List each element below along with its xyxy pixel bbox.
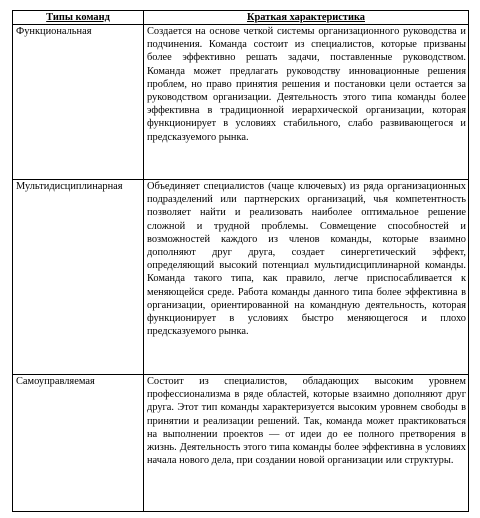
header-team-types: Типы команд (13, 11, 144, 25)
team-description-cell: Создается на основе четкой системы организационного руководства и подчинения. Команда состоит из специалистов, которые призваны более эффективно решать задачи, поставленные руководством. Команда может предлагать руководству инновационные решения проблем, но право принятия решения и постановки цели остается за руководством организации. Деятельность этого типа команды более эффективна в традиционной иерархической организации, которая функционирует в условиях стабильного, слабо развивающегося и предсказуемого рынка. (144, 25, 469, 180)
team-type-cell: Функциональная (13, 25, 144, 180)
team-type-cell: Мультидисциплинарная (13, 180, 144, 375)
team-types-table (12, 10, 469, 512)
team-type-cell: Самоуправляемая (13, 375, 144, 512)
header-brief-description: Краткая характеристика (144, 11, 469, 25)
table-row (13, 180, 469, 375)
team-description-cell: Объединяет специалистов (чаще ключевых) из ряда организационных подразделений или партнерских организаций, чья компетентность позволяет найти и реализовать наиболее оптимальное решение сложной и трудной проблемы. Совмещение способностей и возможностей каждого из членов команды, которые взаимно дополняют друг друга, создает синергетический эффект, определяющий высокий потенциал мультидисциплинарной команды. Команда такого типа, как правило, легче приспосабливается к меняющейся среде. Работа команды данного типа более эффективна в организации, ориентированной на командную деятельность, которая функционирует в условиях быстро меняющегося и плохо предсказуемого рынка. (144, 180, 469, 375)
table-row (13, 25, 469, 180)
team-description-cell: Состоит из специалистов, обладающих высоким уровнем профессионализма в ряде областей, которые взаимно дополняют друг друга. Этот тип команды характеризуется высоким уровнем свободы в принятии и реализации решений. Так, команда может практиковаться на выполнении проектов — от идеи до ее полного претворения в жизнь. Деятельность этого типа команды более эффективна в условиях начала нового дела, при создании новой организации или структуры. (144, 375, 469, 512)
table-row (13, 375, 469, 512)
table-header-row (13, 11, 469, 25)
